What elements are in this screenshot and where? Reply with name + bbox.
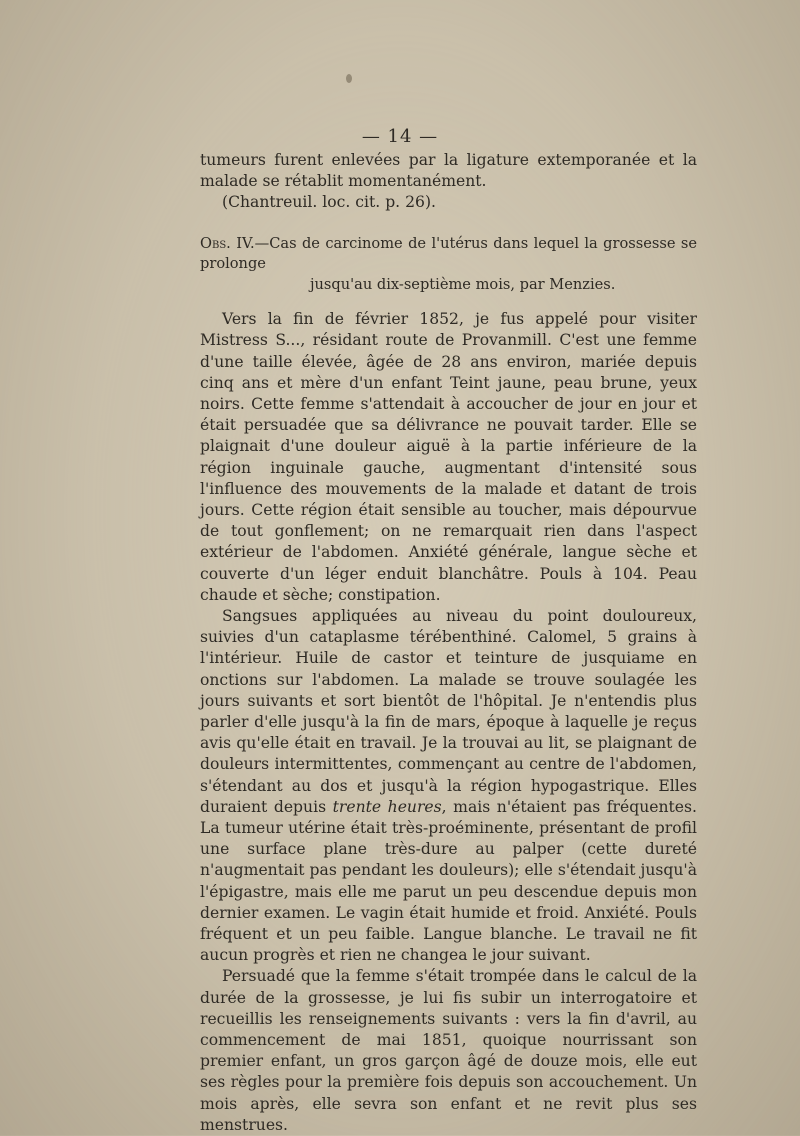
treatment-text-start: Sangsues appliquées au niveau du point douloureux, suivies d'un cataplasme térébenthiné. Calomel, 5 grains à l'intérieur. Huile de castor et teinture de jusquiame en onctions sur l'abdomen. La malade se trouve soulagée les jours suivants et sort bientôt de l'hôpital. Je n'entendis plus parler d'elle jusqu'à la fin de mars, époque à laquelle je reçus avis qu'elle était en travail. Je la trouvai au lit, se plaignant de douleurs intermittentes, commençant au centre de l'abdomen, s'étendant au dos et jusqu'à la région hypogastrique. Elles duraient depuis [200,606,697,816]
paragraph-interrogation: Persuadé que la femme s'était trompée dans le calcul de la durée de la grossesse, je lui fis subir un interrogatoire et recueillis les renseignements suivants : vers la fin d'avril, au commencement de mai 1851, quoique nourrissant son premier enfant, un gros garçon âgé de douze mois, elle eut ses règles pour la première fois depuis son accouchement. Un mois après, elle sevra son enfant et ne revit plus ses menstrues. [200,967,697,1134]
paragraph-case-history: Vers la fin de février 1852, je fus appelé pour visiter Mistress S..., résidant route de Provanmill. C'est une femme d'une taille élevée, âgée de 28 ans environ, mariée depuis cinq ans et mère d'un enfant Teint jaune, peau brune, yeux noirs. Cette femme s'attendait à accoucher de jour en jour et était persuadée que sa délivrance ne pouvait tarder. Elle se plaignait d'une douleur aiguë à la partie inférieure de la région inguinale gauche, augmentant d'intensité sous l'influence des mouvements de la malade et datant de trois jours. Cette région était sensible au toucher, mais dépourvue de tout gonflement; on ne remarquait rien dans l'aspect extérieur de l'abdomen. Anxiété générale, langue sèche et couverte d'un léger enduit blanchâtre. Pouls à 104. Peau chaude et sèche; constipation. [200,310,697,604]
observation-label: Obs. [200,234,231,252]
ink-speck [346,74,352,83]
paragraph-continuation: tumeurs furent enlevées par la ligature extemporanée et la malade se rétablit momentanément. [200,151,697,191]
observation-heading [200,234,697,296]
citation-text: (Chantreuil. loc. cit. p. 26). [222,193,436,212]
treatment-text-end: , mais n'étaient pas fréquentes. La tumeur utérine était très-proéminente, présentant de profil une surface plane très-dure au palper (cette dureté n'augmentait pas pendant les douleurs); elle s'étendait jusqu'à l'épigastre, mais elle me parut un peu descendue depuis mon dernier examen. Le vagin était humide et froid. Anxiété. Pouls fréquent et un peu faible. Langue blanche. Le travail ne fit aucun progrès et rien ne changea le jour suivant. [200,797,697,965]
paragraph-treatment [200,606,697,966]
page-number: — 14 — [361,126,439,147]
body-text [200,150,697,1136]
citation [200,192,697,213]
observation-title-line2: jusqu'au dix-septième mois, par Menzies. [310,275,616,293]
observation-title: IV.—Cas de carcinome de l'utérus dans lequel la grossesse se prolonge [200,234,698,273]
treatment-italic-duration: trente heures [332,797,442,816]
